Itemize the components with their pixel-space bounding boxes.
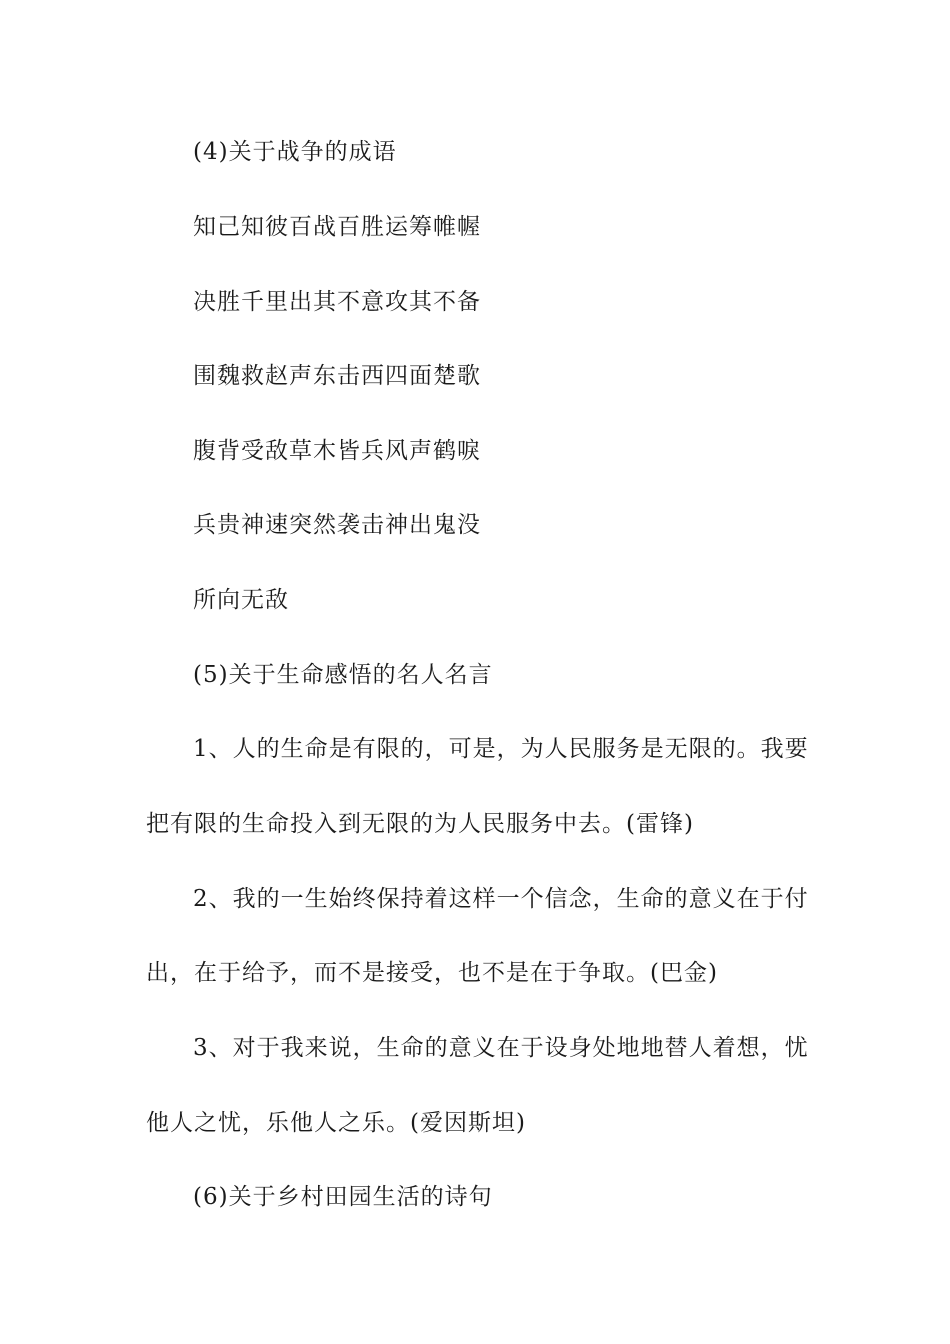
idiom-line: 兵贵神速突然袭击神出鬼没	[193, 512, 481, 538]
idiom-line: 知己知彼百战百胜运筹帷幄	[193, 214, 481, 240]
quote-line: 把有限的生命投入到无限的为人民服务中去。(雷锋)	[146, 811, 694, 837]
section-heading-rural-poems: (6)关于乡村田园生活的诗句	[193, 1184, 493, 1210]
quote-line: 他人之忧，乐他人之乐。(爱因斯坦)	[146, 1110, 526, 1136]
idiom-line: 决胜千里出其不意攻其不备	[193, 289, 481, 315]
section-heading-war-idioms: (4)关于战争的成语	[193, 139, 397, 165]
section-heading-life-quotes: (5)关于生命感悟的名人名言	[193, 662, 493, 688]
idiom-line: 腹背受敌草木皆兵风声鹤唳	[193, 438, 481, 464]
quote-line: 1、人的生命是有限的，可是，为人民服务是无限的。我要	[193, 736, 809, 762]
idiom-line: 所向无敌	[193, 587, 289, 613]
idiom-line: 围魏救赵声东击西四面楚歌	[193, 363, 481, 389]
quote-line: 3、对于我来说，生命的意义在于设身处地地替人着想，忧	[193, 1035, 809, 1061]
quote-line: 2、我的一生始终保持着这样一个信念，生命的意义在于付	[193, 886, 809, 912]
quote-line: 出，在于给予，而不是接受，也不是在于争取。(巴金)	[146, 960, 718, 986]
